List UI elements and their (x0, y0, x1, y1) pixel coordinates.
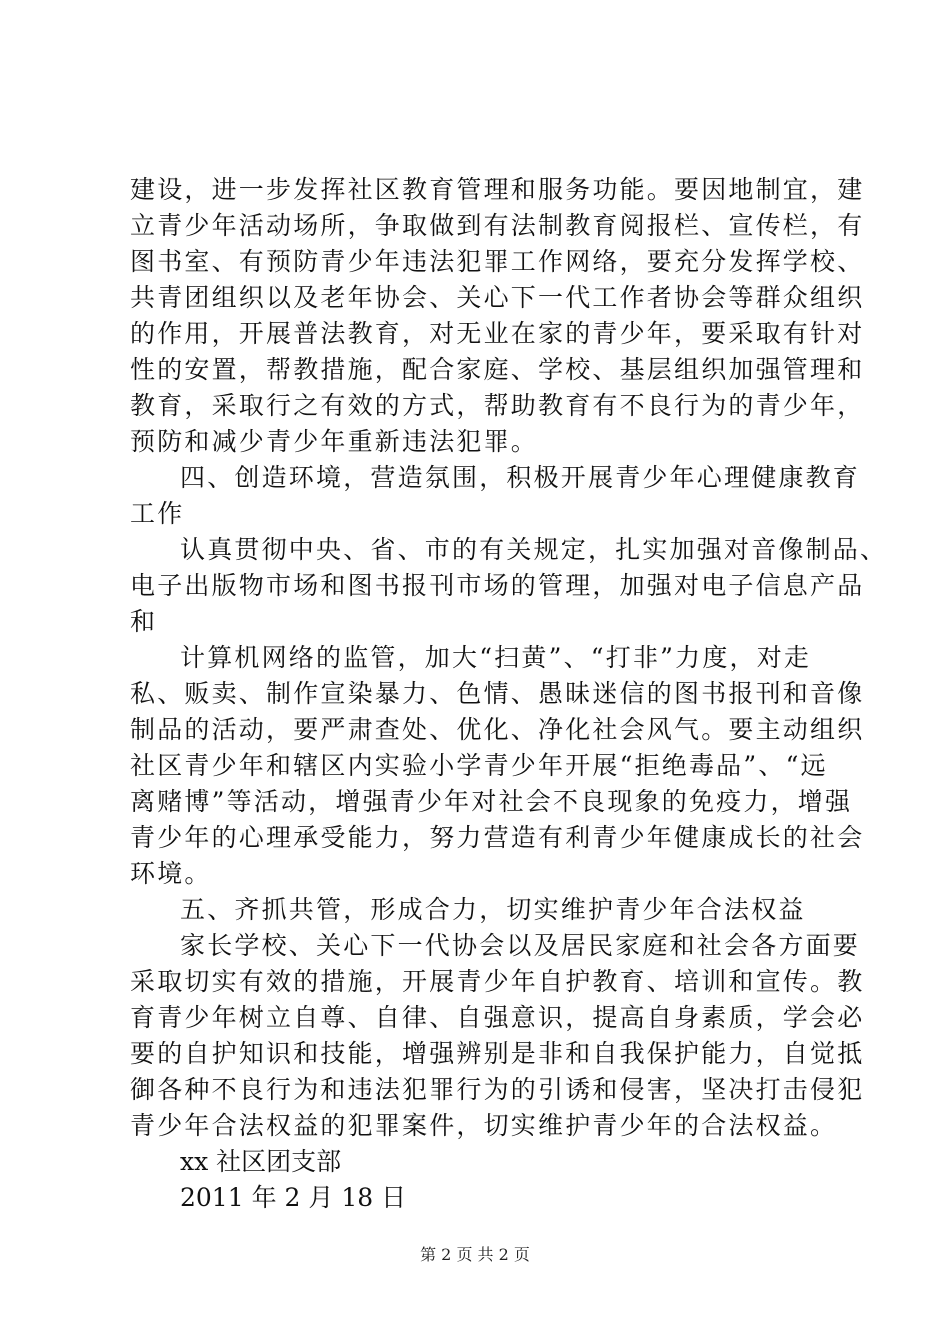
body-line: 私、贩卖、制作宣染暴力、色情、愚昧迷信的图书报刊和音像 (130, 679, 865, 708)
body-line: 环境。 (130, 859, 212, 888)
body-line: 离赌博”等活动，增强青少年对社会不良现象的免疫力，增强 (130, 787, 853, 816)
signature-org: xx 社区团支部 (180, 1147, 342, 1176)
body-line: 御各种不良行为和违法犯罪行为的引诱和侵害，坚决打击侵犯 (130, 1075, 865, 1104)
body-line: 图书室、有预防青少年违法犯罪工作网络，要充分发挥学校、 (130, 247, 865, 276)
body-line: 的作用，开展普法教育，对无业在家的青少年，要采取有针对 (130, 319, 865, 348)
body-line: 育青少年树立自尊、自律、自强意识，提高自身素质，学会必 (130, 1003, 865, 1032)
body-line: 建设，进一步发挥社区教育管理和服务功能。要因地制宜，建 (130, 175, 865, 204)
body-line: 预防和减少青少年重新违法犯罪。 (130, 427, 539, 456)
page-footer: 第 2 页 共 2 页 (420, 1245, 530, 1264)
body-line: 青少年的心理承受能力，努力营造有利青少年健康成长的社会 (130, 823, 865, 852)
section-heading-4: 四、创造环境，营造氛围，积极开展青少年心理健康教育 (180, 463, 861, 492)
signature-date: 2011 年 2 月 18 日 (180, 1183, 407, 1212)
body-line: 要的自护知识和技能，增强辨别是非和自我保护能力，自觉抵 (130, 1039, 865, 1068)
body-line: 社区青少年和辖区内实验小学青少年开展“拒绝毒品”、“远 (130, 751, 828, 780)
body-line: 计算机网络的监管，加大“扫黄”、“打非”力度，对走 (180, 643, 812, 672)
body-line: 采取切实有效的措施，开展青少年自护教育、培训和宣传。教 (130, 967, 865, 996)
body-line: 教育，采取行之有效的方式，帮助教育有不良行为的青少年， (130, 391, 865, 420)
body-line: 共青团组织以及老年协会、关心下一代工作者协会等群众组织 (130, 283, 865, 312)
body-line: 电子出版物市场和图书报刊市场的管理，加强对电子信息产品 (130, 571, 865, 600)
body-line: 性的安置，帮教措施，配合家庭、学校、基层组织加强管理和 (130, 355, 865, 384)
body-line: 和 (130, 607, 158, 636)
body-line: 青少年合法权益的犯罪案件，切实维护青少年的合法权益。 (130, 1111, 838, 1140)
body-line: 家长学校、关心下一代协会以及居民家庭和社会各方面要 (180, 931, 861, 960)
section-heading-5: 五、齐抓共管，形成合力，切实维护青少年合法权益 (180, 895, 806, 924)
body-line: 立青少年活动场所，争取做到有法制教育阅报栏、宣传栏，有 (130, 211, 865, 240)
body-line: 认真贯彻中央、省、市的有关规定，扎实加强对音像制品、 (180, 535, 888, 564)
body-line: 制品的活动，要严肃查处、优化、净化社会风气。要主动组织 (130, 715, 865, 744)
section-heading-4-cont: 工作 (130, 499, 185, 528)
